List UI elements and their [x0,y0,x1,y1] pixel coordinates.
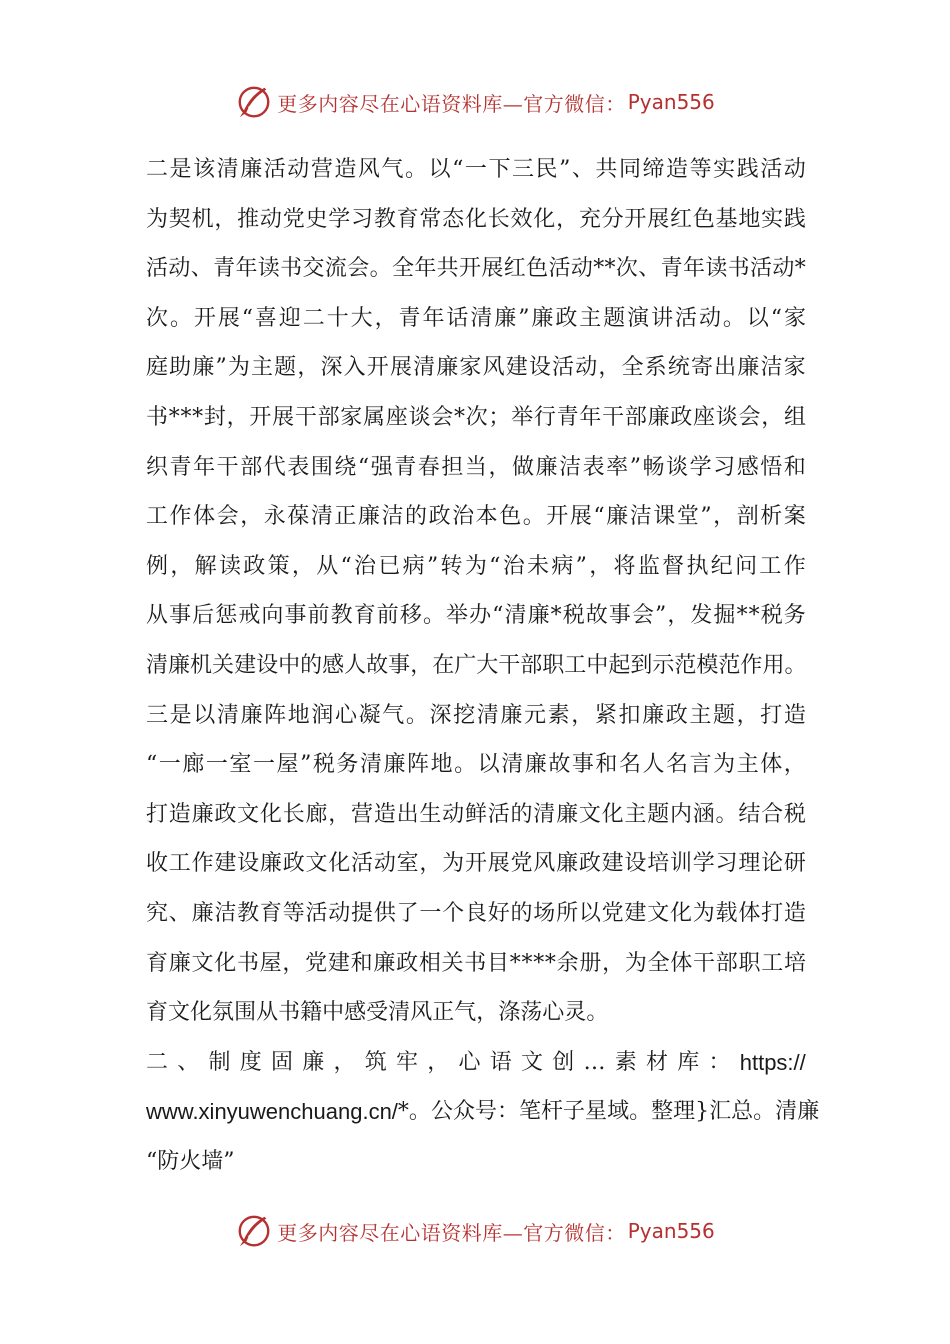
text-line: 清 廉 机 关 建 设 中 的 感 人 故 事 ， 在 广 大 干 部 职 工 中 起 到 示 范 模 范 作 用 。 [146,652,807,678]
text-line: “ 防 火 墙 ” [146,1148,235,1174]
text-line: www.xinyuwenchuang.cn/ * 。 公 众 号 ： 笔 杆 子 星 域 。 整 理 } 汇 总 。 清 廉 [146,1099,820,1125]
section-heading-line: 二 、 制 度 固 廉 ， 筑 牢 ， 心 语 文 创 … 素 材 库 ： https:// [146,1049,806,1075]
text-line: 育 廉 文 化 书 屋 ， 党 建 和 廉 政 相 关 书 目 * * * * 余 册 ， 为 全 体 干 部 职 工 培 [146,950,806,976]
footer-wechat-id: Pyan556 [627,1219,715,1243]
header-slogan: 更多内容尽在心语资料库—官方微信： [277,91,626,116]
footer-banner [0,1211,950,1251]
text-line: 庭 助 廉 ” 为 主 题 ， 深 入 开 展 清 廉 家 风 建 设 活 动 ， 全 系 统 寄 出 廉 洁 家 [146,355,806,381]
text-line: 活 动 、 青 年 读 书 交 流 会 。 全 年 共 开 展 红 色 活 动 * * 次 、 青 年 读 书 活 动 * [146,256,806,282]
text-line: 育 文 化 氛 围 从 书 籍 中 感 受 清 风 正 气 ， 涤 荡 心 灵 。 [146,1000,609,1026]
text-line: 从 事 后 惩 戒 向 事 前 教 育 前 移 。 举 办 “ 清 廉 * 税 故 事 会 ” ， 发 掘 * * 税 务 [146,603,806,629]
footer-slogan: 更多内容尽在心语资料库—官方微信： [277,1220,626,1245]
quill-pen-logo-icon [235,1212,273,1250]
text-line: 工 作 体 会 ， 永 葆 清 正 廉 洁 的 政 治 本 色 。 开 展 “ 廉 洁 课 堂 ” ， 剖 析 案 [146,504,806,530]
header-wechat-id: Pyan556 [627,90,715,114]
document-body [146,152,820,1193]
text-line: 为 契 机 ， 推 动 党 史 学 习 教 育 常 态 化 长 效 化 ， 充 分 开 展 红 色 基 地 实 践 [146,206,806,232]
text-line: 二 是 该 清 廉 活 动 营 造 风 气 。 以 “ 一 下 三 民 ” 、 共 同 缔 造 等 实 践 活 动 [146,157,806,182]
text-line: 究 、 廉 洁 教 育 等 活 动 提 供 了 一 个 良 好 的 场 所 以 党 建 文 化 为 载 体 打 造 [146,900,806,926]
text-line: 收 工 作 建 设 廉 政 文 化 活 动 室 ， 为 开 展 党 风 廉 政 建 设 培 训 学 习 理 论 研 [146,851,806,877]
text-line: 织 青 年 干 部 代 表 围 绕 “ 强 青 春 担 当 ， 做 廉 洁 表 率 ” 畅 谈 学 习 感 悟 和 [146,454,806,480]
quill-pen-logo-icon [235,83,273,121]
text-line: 例 ， 解 读 政 策 ， 从 “ 治 已 病 ” 转 为 “ 治 未 病 ” ， 将 监 督 执 纪 问 工 作 [146,553,806,579]
text-line: 打 造 廉 政 文 化 长 廊 ， 营 造 出 生 动 鲜 活 的 清 廉 文 化 主 题 内 涵 。 结 合 税 [146,801,806,827]
text-line: 次 。 开 展 “ 喜 迎 二 十 大 ， 青 年 话 清 廉 ” 廉 政 主 题 演 讲 活 动 。 以 “ 家 [146,305,806,331]
text-line: 三 是 以 清 廉 阵 地 润 心 凝 气 。 深 挖 清 廉 元 素 ， 紧 扣 廉 政 主 题 ， 打 造 [146,702,806,728]
text-line: 书 * * * 封 ， 开 展 干 部 家 属 座 谈 会 * 次 ； 举 行 青 年 干 部 廉 政 座 谈 会 ， 组 [146,404,806,430]
text-line: “ 一 廊 一 室 一 屋 ” 税 务 清 廉 阵 地 。 以 清 廉 故 事 和 名 人 名 言 为 主 体 ， [146,752,806,778]
header-banner [0,82,950,122]
